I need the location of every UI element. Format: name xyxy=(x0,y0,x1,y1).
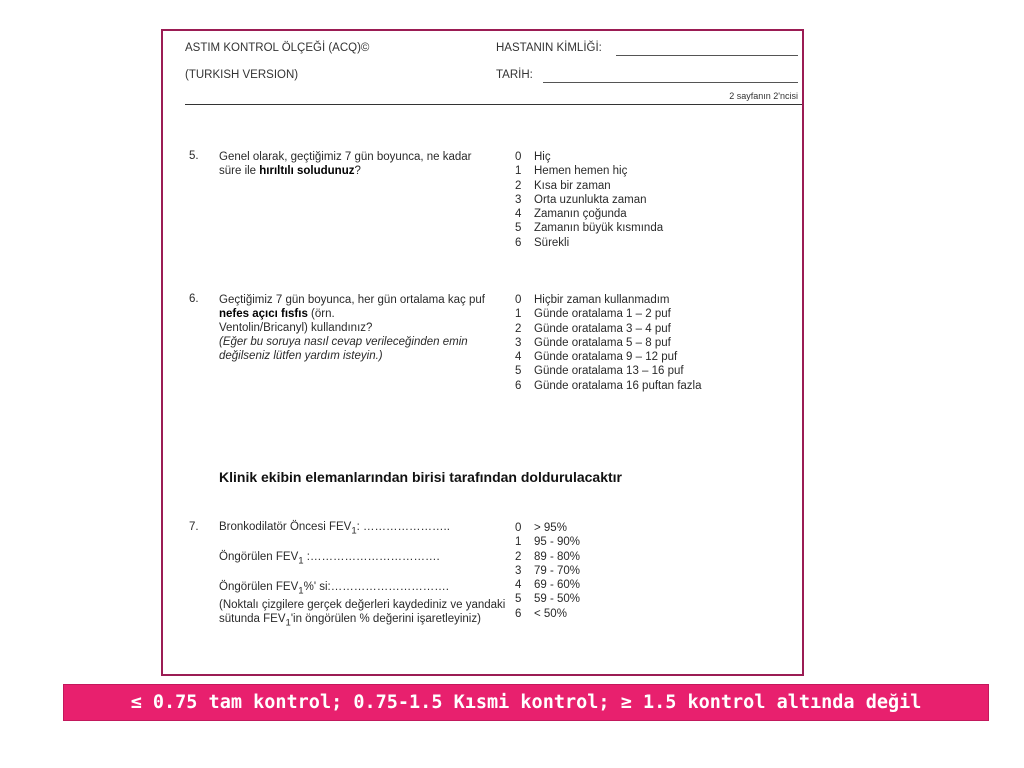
answer-option[interactable] xyxy=(515,364,702,378)
option-score: 3 xyxy=(515,336,522,349)
answer-options xyxy=(515,293,702,393)
answer-option[interactable] xyxy=(515,307,702,321)
option-label: Zamanın çoğunda xyxy=(534,208,627,221)
option-score: 0 xyxy=(515,294,522,306)
option-label: Zamanın büyük kısmında xyxy=(534,222,664,235)
fev-label: Öngörülen FEV xyxy=(219,551,299,563)
option-label: Günde oratalama 3 – 4 puf xyxy=(534,322,671,335)
answer-option[interactable] xyxy=(515,578,580,592)
option-score: 4 xyxy=(515,351,522,364)
fev-label: Bronkodilatör Öncesi FEV xyxy=(219,521,352,533)
form-subtitle: (TURKISH VERSION) xyxy=(185,69,299,81)
date-field[interactable] xyxy=(543,82,798,83)
option-score: 1 xyxy=(515,165,522,178)
option-label: Orta uzunlukta zaman xyxy=(534,193,647,206)
option-score: 2 xyxy=(515,550,522,563)
option-label: Günde oratalama 9 – 12 puf xyxy=(534,351,678,364)
question-number: 7. xyxy=(189,521,199,533)
fev-predicted-line[interactable] xyxy=(219,551,440,566)
option-label: Sürekli xyxy=(534,236,570,249)
question-keyword: hırıltılı soludunuz xyxy=(259,165,355,177)
option-label: Hiçbir zaman kullanmadım xyxy=(534,294,670,306)
option-score: 6 xyxy=(515,236,522,249)
option-score: 2 xyxy=(515,322,522,335)
option-label: Günde oratalama 13 – 16 puf xyxy=(534,365,684,378)
answer-options xyxy=(515,521,580,621)
answer-option[interactable] xyxy=(515,535,580,549)
answer-option[interactable] xyxy=(515,207,663,221)
option-score: 5 xyxy=(515,222,522,235)
option-score: 3 xyxy=(515,564,522,577)
answer-option[interactable] xyxy=(515,607,580,621)
option-score: 6 xyxy=(515,607,522,620)
fev-instruction-note xyxy=(219,598,509,630)
fev-subscript: 1 xyxy=(285,617,291,629)
option-label: > 95% xyxy=(534,522,567,534)
patient-id-field[interactable] xyxy=(616,55,798,56)
patient-id-label: HASTANIN KİMLİĞİ: xyxy=(496,42,602,54)
answer-option[interactable] xyxy=(515,193,663,207)
answer-option[interactable] xyxy=(515,379,702,393)
option-label: Kısa bir zaman xyxy=(534,179,611,192)
page-indicator: 2 sayfanın 2'ncisi xyxy=(729,91,798,101)
option-label: Günde oratalama 16 puftan fazla xyxy=(534,379,702,392)
question-keyword: nefes açıcı fısfıs xyxy=(219,308,308,320)
answer-option[interactable] xyxy=(515,521,580,535)
answer-option[interactable] xyxy=(515,350,702,364)
question-text xyxy=(219,293,491,363)
option-label: Günde oratalama 1 – 2 puf xyxy=(534,308,671,321)
fev-predicted-percent-line[interactable] xyxy=(219,581,449,596)
option-score: 5 xyxy=(515,365,522,378)
fev-subscript: 1 xyxy=(298,585,304,597)
option-score: 6 xyxy=(515,379,522,392)
question-text-part: ? xyxy=(354,165,361,177)
fev-label: Öngörülen FEV xyxy=(219,581,299,593)
question-text-part: (örn. xyxy=(307,308,335,320)
fev-dots: :……………………………. xyxy=(303,551,440,563)
fev-dots: : ………………….. xyxy=(356,521,450,533)
answer-option[interactable] xyxy=(515,550,580,564)
option-label: Hemen hemen hiç xyxy=(534,165,628,178)
option-label: 59 - 50% xyxy=(534,593,581,606)
option-label: 79 - 70% xyxy=(534,564,581,577)
option-label: Hiç xyxy=(534,151,551,163)
option-score: 4 xyxy=(515,208,522,221)
clinical-section-title: Klinik ekibin elemanlarından birisi tarafından doldurulacaktır xyxy=(219,469,622,485)
fev-prebronchodilator-line[interactable] xyxy=(219,521,450,536)
question-text-part: Genel olarak, geçtiğimiz 7 gün boyunca, ne kadar süre ile xyxy=(219,151,472,177)
answer-option[interactable] xyxy=(515,179,663,193)
option-score: 4 xyxy=(515,579,522,592)
option-label: Günde oratalama 5 – 8 puf xyxy=(534,336,671,349)
fev-subscript: 1 xyxy=(298,555,304,567)
option-score: 1 xyxy=(515,536,522,549)
answer-option[interactable] xyxy=(515,164,663,178)
answer-option[interactable] xyxy=(515,150,663,164)
option-score: 0 xyxy=(515,522,522,534)
score-interpretation-banner: ≤ 0.75 tam kontrol; 0.75-1.5 Kısmi kontrol; ≥ 1.5 kontrol altında değil xyxy=(63,684,989,721)
answer-option[interactable] xyxy=(515,336,702,350)
header-divider xyxy=(185,104,802,105)
answer-option[interactable] xyxy=(515,293,702,307)
option-score: 2 xyxy=(515,179,522,192)
option-score: 3 xyxy=(515,193,522,206)
option-label: < 50% xyxy=(534,607,567,620)
option-label: 69 - 60% xyxy=(534,579,581,592)
answer-option[interactable] xyxy=(515,592,580,606)
answer-option[interactable] xyxy=(515,221,663,235)
answer-option[interactable] xyxy=(515,564,580,578)
questionnaire-page xyxy=(161,29,804,676)
option-score: 5 xyxy=(515,593,522,606)
note-text: (Noktalı çizgilere gerçek değerleri kaydediniz ve yandaki sütunda FEV xyxy=(219,599,506,625)
answer-option[interactable] xyxy=(515,236,663,250)
note-text: 'in öngörülen % değerini işaretleyiniz) xyxy=(290,613,481,625)
option-score: 0 xyxy=(515,151,522,163)
fev-subscript: 1 xyxy=(351,525,357,537)
question-text xyxy=(219,150,491,178)
question-text-part: Ventolin/Bricanyl) kullandınız? xyxy=(219,322,373,334)
question-text-part: Geçtiğimiz 7 gün boyunca, her gün ortalama kaç puf xyxy=(219,294,485,306)
option-label: 89 - 80% xyxy=(534,550,581,563)
answer-option[interactable] xyxy=(515,322,702,336)
question-number: 5. xyxy=(189,150,199,162)
question-note: (Eğer bu soruya nasıl cevap verileceğinden emin değilseniz lütfen yardım isteyin.) xyxy=(219,336,468,362)
fev-dots: %' si:…………………………. xyxy=(303,581,449,593)
option-score: 1 xyxy=(515,308,522,321)
date-label: TARİH: xyxy=(496,69,533,81)
option-label: 95 - 90% xyxy=(534,536,581,549)
answer-options xyxy=(515,150,663,250)
form-title: ASTIM KONTROL ÖLÇEĞİ (ACQ)© xyxy=(185,42,370,54)
question-number: 6. xyxy=(189,293,199,305)
